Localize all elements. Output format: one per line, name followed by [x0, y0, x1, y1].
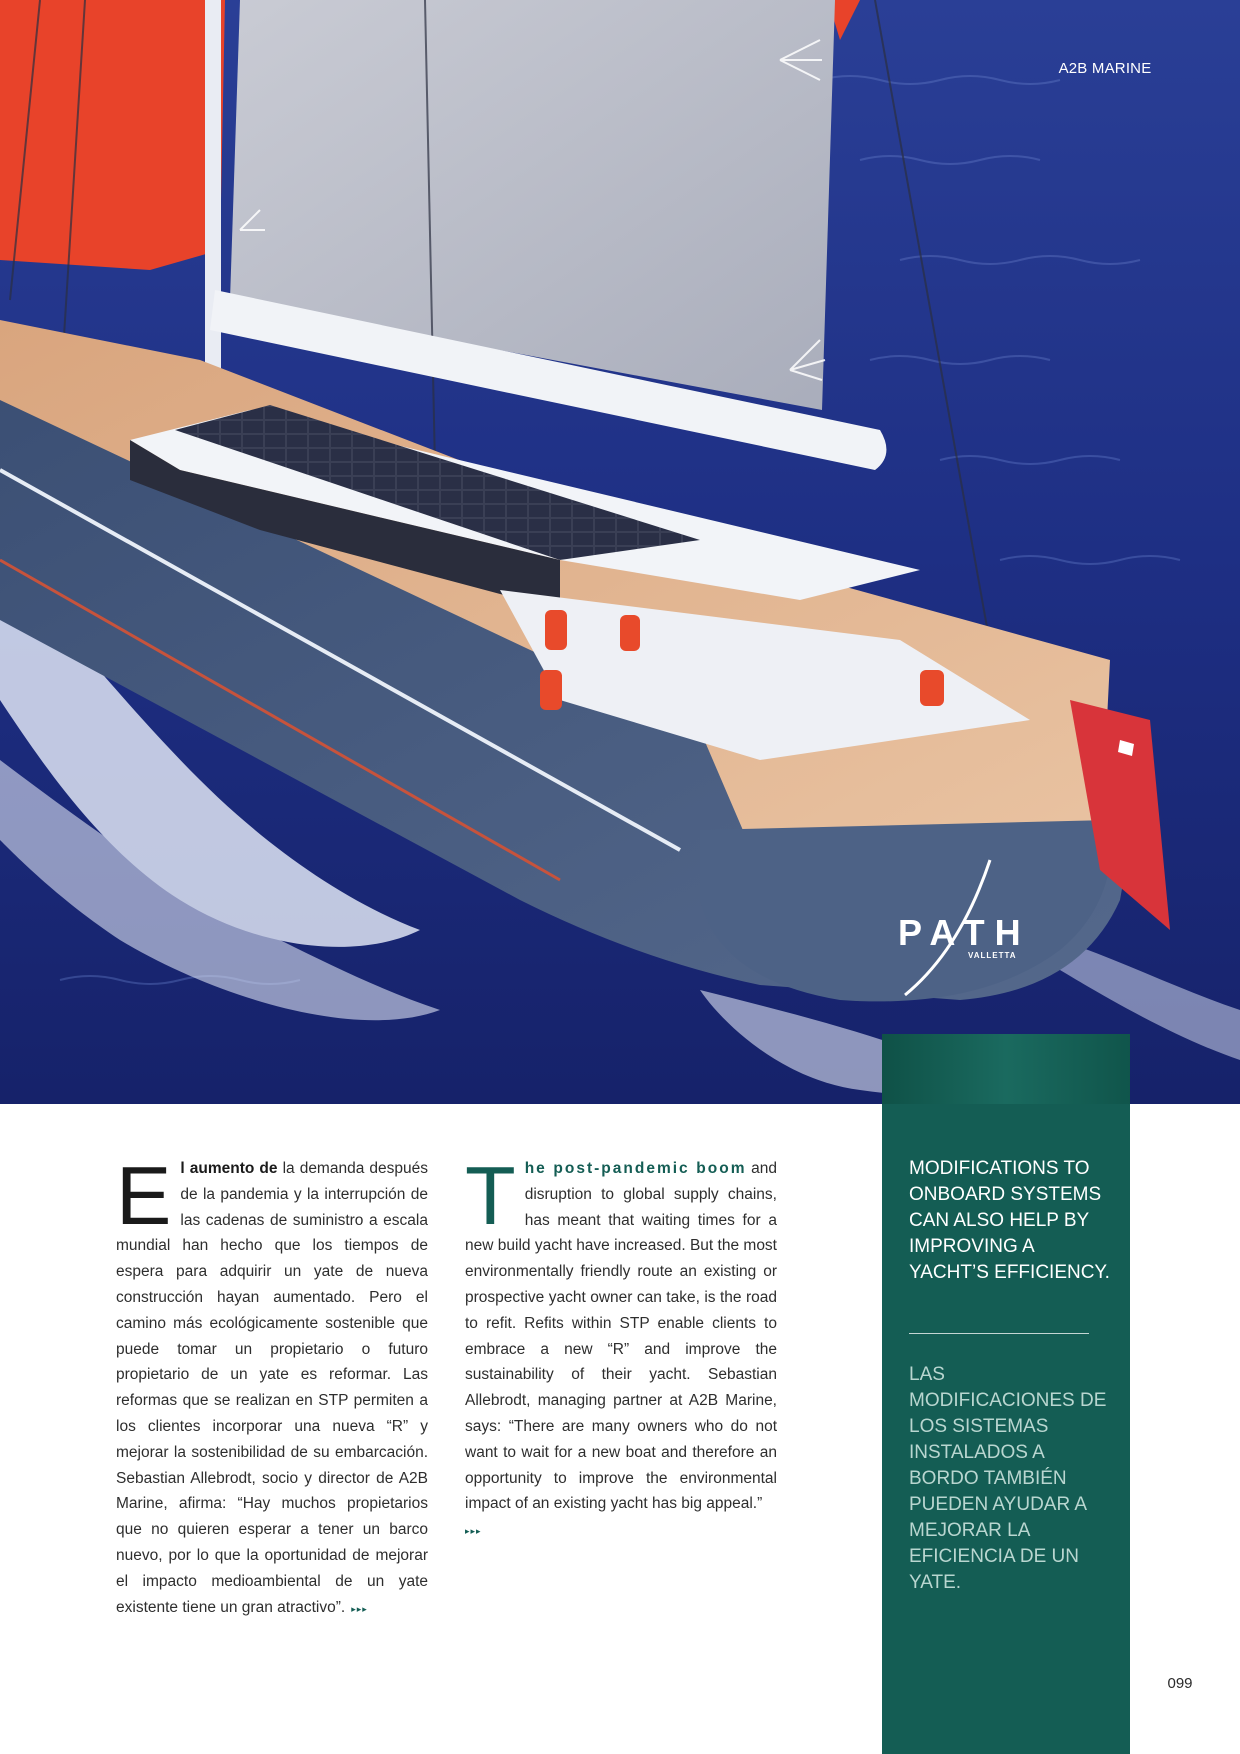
continue-arrows-english: ▸▸▸: [465, 1526, 482, 1537]
pull-quote-divider: [909, 1333, 1089, 1334]
lead-in-english: he post-pandemic boom: [524, 1160, 747, 1177]
dropcap-english: T: [465, 1149, 516, 1242]
article-column-spanish: [116, 1149, 428, 1622]
body-text-spanish: la demanda después de la pandemia y la interrupción de las cadenas de suministro a escala mundial han hecho que los tiempos de espera para adquirir un yate de nueva construcción hayan aumentado. Pero el camino más ecológicamente sostenible que puede tomar un propietario o futuro propietario de un yate es reformar. Las reformas que se realizan en STP permiten a los clientes incorporar una nueva “R” y mejorar la sostenibilidad de su embarcación. Sebastian Allebrodt, socio y director de A2B Marine, afirma: “Hay muchos propietarios que no quieren esperar a tener un barco nuevo, por lo que la oportunidad de mejorar el impacto medioambiental de un yate existente tiene un gran atractivo”.: [116, 1160, 428, 1616]
continue-arrows-spanish: ▸▸▸: [351, 1603, 368, 1614]
hull-name: PATH: [898, 912, 1031, 953]
hull-port: VALLETTA: [968, 951, 1017, 960]
lead-in-spanish: l aumento de: [180, 1160, 278, 1177]
body-text-english: and disruption to global supply chains, has meant that waiting times for a new build yacht have increased. But the most environmentally friendly route an existing or prospective yacht owner can take, is the road to refit. Refits within STP enable clients to embrace a new “R” and improve the sustainability of their yacht. Sebastian Allebrodt, managing partner at A2B Marine, says: “There are many owners who do not want to wait for a new boat and therefore an opportunity to improve the environmental impact of an existing yacht has big appeal.”: [465, 1160, 778, 1513]
pull-quote-spanish: LAS MODIFICACIONES DE LOS SISTEMAS INSTALADOS A BORDO TAMBIÉN PUEDEN AYUDAR A MEJORAR LA EFICIENCIA DE UN YATE.: [909, 1364, 1107, 1593]
red-foresail: [0, 0, 225, 270]
pull-quote-english: MODIFICATIONS TO ONBOARD SYSTEMS CAN ALSO HELP BY IMPROVING A YACHT’S EFFICIENCY.: [909, 1158, 1110, 1283]
dropcap-spanish: E: [116, 1149, 172, 1242]
mast: [205, 0, 221, 400]
section-label: A2B MARINE: [1058, 60, 1152, 77]
page-number: 099: [1167, 1675, 1193, 1692]
article-column-english: [465, 1149, 778, 1545]
panel-texture: [882, 1034, 1130, 1104]
